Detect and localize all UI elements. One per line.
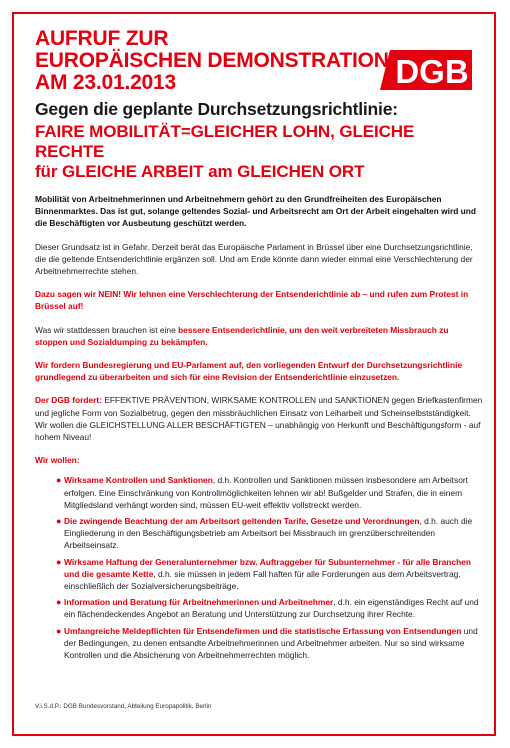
slogan-line-1: FAIRE MOBILITÄT=GLEICHER LOHN, GLEICHE RECHTE [35, 122, 415, 161]
headline-line-1: AUFRUF ZUR [35, 27, 169, 50]
dgb-demands-paragraph [35, 394, 483, 443]
bullet-icon: ● [56, 597, 62, 608]
slogan-line-2: für GLEICHE ARBEIT am GLEICHEN ORT [35, 162, 365, 181]
list-item-bold: Die zwingende Beachtung der am Arbeitsort geltenden Tarife, Gesetze und Verordnungen [64, 516, 420, 527]
need-prefix: Was wir stattdessen brauchen ist eine [35, 324, 179, 335]
need-highlight: bessere Entsenderichtlinie, um den weit verbreiteten Missbrauch zu stoppen und Sozialdumping zu bekämpfen. [35, 324, 449, 347]
headline [35, 28, 483, 94]
list-item [35, 596, 483, 620]
dgb-demands-text: EFFEKTIVE PRÄVENTION, WIRKSAME KONTROLLEN und SANKTIONEN gegen Briefkastenfirmen und jegliche Form von Sozialbetrug, gegen den missbräuchlichen Einsatz von Leiharbeit und Scheinselbstständigkeit. Wir wollen die GLEICHSTELLUNG ALLER BESCHÄFTIGTEN – unabhängig von Herkunft und Beschäftigungsform - auf hohem Niveau! [35, 395, 483, 443]
protest-call: Dazu sagen wir NEIN! Wir lehnen eine Verschlechterung der Entsenderichtlinie ab – und rufen zum Protest in Brüssel auf! [35, 289, 469, 312]
list-item-text: und der Bedingungen, zu denen entsandte Arbeitnehmerinnen und Arbeitnehmer arbeiten. Nur so sind wirksame Kontrollen und die Absicherung von Arbeitnehmerrechten möglich. [64, 625, 478, 661]
subheadline: Gegen die geplante Durchsetzungsrichtlinie: [35, 99, 398, 119]
dgb-logo-text: DGB [395, 53, 469, 90]
list-item-text: , d.h. ein eigenständiges Recht auf und ein flächendeckendes Angebot an Beratung und Unterstützung zur Durchsetzung ihrer Rechte. [64, 597, 479, 620]
list-item [35, 515, 483, 552]
we-want-heading: Wir wollen: [35, 455, 80, 466]
slogan [35, 122, 483, 182]
intro-paragraph: Mobilität von Arbeitnehmerinnen und Arbeitnehmern gehört zu den Grundfreiheiten des Europäischen Binnenmarktes. Das ist gut, solange geltendes Sozial- und Arbeitsrecht am Ort der Arbeit eingehalten wird und die Beschäftigten vor Ausbeutung geschützt werden. [35, 194, 477, 229]
bullet-icon: ● [56, 475, 62, 486]
headline-line-3: AM 23.01.2013 [35, 71, 176, 94]
list-item [35, 625, 483, 662]
list-item-bold: Umfangreiche Meldepflichten für Entsendefirmen und die statistische Erfassung von Entsendungen [64, 625, 462, 636]
list-item [35, 556, 483, 593]
headline-line-2: EUROPÄISCHEN DEMONSTRATION [35, 49, 389, 72]
footer-imprint: V.i.S.d.P.: DGB Bundesvorstand, Abteilung Europapolitik, Berlin [35, 703, 212, 710]
danger-paragraph: Dieser Grundsatz ist in Gefahr. Derzeit berät das Europäische Parlament in Brüssel über eine Durchsetzungsrichtlinie, die die geltende Entsenderichtlinie ergänzen soll. Und am Ende könnte dann wieder einmal eine Verschlechterung der Arbeitnehmerrechte stehen. [35, 241, 473, 277]
bullet-icon: ● [56, 556, 62, 567]
bullet-icon: ● [56, 625, 62, 636]
list-item-text: , d.h. Kontrollen und Sanktionen müssen insbesondere am Arbeitsort erfolgen. Eine Einschränkung von Kontrollmöglichkeiten lehnen wir ab! Bußgelder und Strafen, die in einem Mitgliedsland verhängt worden sind, müssen EU-weit effektiv vollstreckt werden. [64, 475, 468, 510]
dgb-demands-label: Der DGB fordert: [35, 395, 103, 406]
demands-list [35, 474, 483, 661]
list-item [35, 474, 483, 511]
list-item-text: , d.h. sie müssen in jedem Fall haften für alle Forderungen aus dem Arbeitsvertrag, einschließlich der Sozialversicherungsbeiträge. [64, 568, 461, 592]
bullet-icon: ● [56, 516, 62, 527]
flyer-content [35, 28, 483, 665]
need-paragraph [35, 324, 483, 348]
list-item-text: , d.h. auch die Eingliederung in den Beschäftigungsbetrieb am Arbeitsort bei Missbrauch im grenzüberschreitenden Arbeitseinsatz. [64, 516, 473, 551]
list-item-bold: Wirksame Haftung der Generalunternehmer bzw. Auftraggeber für Subunternehmer - für alle Branchen und die gesamte Kette [64, 556, 471, 579]
list-item-bold: Wirksame Kontrollen und Sanktionen [64, 475, 213, 486]
list-item-bold: Information und Beratung für Arbeitnehmerinnen und Arbeitnehmer [64, 597, 334, 608]
demand-government: Wir fordern Bundesregierung und EU-Parlament auf, den vorliegenden Entwurf der Durchsetzungsrichtlinie grundlegend zu überarbeiten und sich für eine Revision der Entsenderichtlinie einzusetzen. [35, 360, 463, 383]
